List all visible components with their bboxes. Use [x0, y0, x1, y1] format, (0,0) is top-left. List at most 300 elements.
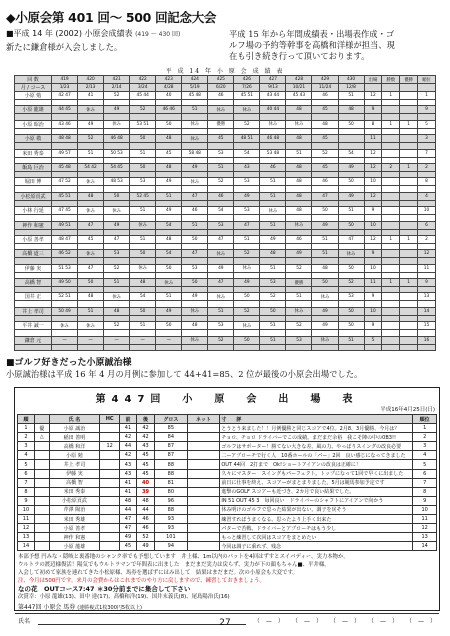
score-cell: [400, 264, 418, 272]
result-cell: 7: [413, 478, 437, 487]
score-cell: 11: [418, 264, 436, 272]
score-cell: 51: [208, 307, 234, 315]
score-cell: 423: [156, 76, 182, 84]
result-cell: [100, 524, 120, 533]
result-cell: [100, 542, 120, 551]
result-cell: 11: [413, 515, 437, 524]
result-cell: [34, 496, 49, 505]
score-cell: 1: [382, 120, 400, 128]
score-cell: 51: [130, 235, 156, 243]
score-cell: 54: [338, 149, 364, 157]
score-cell: 421: [104, 76, 130, 84]
score-cell: 1: [382, 279, 400, 287]
bet-title: 第447回 小原会 馬券: [18, 604, 76, 612]
score-cell: 49: [104, 221, 130, 229]
note-line: 入会して初めて家族を連れてきた小松原様、馬券を選ばずにはみ出して 結果はまだまだ。次の小原会も大変です。: [18, 570, 298, 577]
score-cell: 48: [78, 293, 104, 301]
score-cell: 53: [338, 293, 364, 301]
result-banner: 第447回 小 原 会 出 場 表: [95, 394, 359, 405]
score-cell: 53: [182, 264, 208, 272]
score-cell: 休み: [234, 106, 260, 114]
comment-cell: 練習すればうまくなる。思ったより上手く出来た: [220, 515, 413, 524]
score-cell: 45: [208, 135, 234, 143]
score-cell: 47: [338, 235, 364, 243]
score-cell: 53 51: [130, 120, 156, 128]
score-cell: 45: [312, 106, 338, 114]
result-cell: 順: [18, 415, 35, 424]
score-cell: 49: [286, 250, 312, 258]
result-row: [18, 487, 437, 496]
result-cell: [100, 460, 120, 469]
score-cell: 48: [182, 322, 208, 330]
score-cell: 46: [182, 207, 208, 215]
side-note-line: 平成 15 年から年間成績表・出場表作成・ゴ: [229, 29, 395, 39]
score-cell: 46 46: [156, 106, 182, 114]
score-cell: 40: [156, 92, 182, 100]
intro-text: 新たに鎌倉様が入会しました。: [6, 42, 123, 52]
result-cell: 前: [119, 415, 136, 424]
result-cell: 42: [119, 433, 136, 442]
score-cell: 51: [78, 307, 104, 315]
result-cell: [34, 487, 49, 496]
score-cell: [338, 135, 364, 143]
score-cell: 52: [78, 135, 104, 143]
comment-cell: 休み明けのゴルフで思った結果が出ない。調子を戻そう: [220, 505, 413, 514]
score-cell: 51: [260, 322, 286, 330]
score-cell: 51 53: [52, 264, 78, 272]
score-cell: 54 45: [104, 163, 130, 171]
result-cell: 米田 秀雄: [49, 515, 100, 524]
score-cell: 休み: [286, 221, 312, 229]
result-cell: [34, 542, 49, 551]
score-cell: 47 45: [52, 207, 78, 215]
score-cell: 48: [130, 279, 156, 287]
score-cell: 10: [364, 178, 382, 186]
score-row: [15, 120, 436, 128]
score-cell: 12: [364, 149, 382, 157]
score-cell: 49: [312, 322, 338, 330]
result-cell: 10: [18, 505, 35, 514]
result-cell: 高橋 智: [49, 478, 100, 487]
result-cell: 47: [119, 515, 136, 524]
score-cell: 休み: [208, 293, 234, 301]
score-cell: 47: [234, 221, 260, 229]
score-cell: 48: [104, 307, 130, 315]
result-cell: [187, 487, 220, 496]
comment-cell: 進撃のGOLF スコアーも近づき、2カ月で良い結果でした。: [220, 487, 413, 496]
page-title: ◆小原会第 401 回～ 500 回記念大会: [6, 10, 217, 25]
result-cell: [100, 533, 120, 542]
score-cell: [400, 322, 418, 330]
result-cell: 小松原貢武: [49, 496, 100, 505]
score-cell: 49: [312, 307, 338, 315]
result-row: [18, 433, 437, 442]
score-cell: 休み: [104, 293, 130, 301]
score-cell: 49: [156, 307, 182, 315]
score-cell: 51: [208, 163, 234, 171]
score-cell: 41: [78, 92, 104, 100]
score-cell: 45: [78, 235, 104, 243]
result-cell: [187, 478, 220, 487]
bet-slot[interactable]: （ — ）: [291, 618, 322, 626]
score-subcell: [15, 344, 52, 350]
score-cell: 53: [286, 336, 312, 344]
score-cell: 1: [400, 235, 418, 243]
score-cell: 430: [338, 76, 364, 84]
result-cell: [187, 442, 220, 451]
result-cell: 49: [119, 533, 136, 542]
result-cell: [34, 442, 49, 451]
comment-cell: パターで苦戦、ドライバーとアプローチはもう少し: [220, 524, 413, 533]
result-cell: 小原 誠治: [49, 424, 100, 433]
score-cell: 50: [338, 264, 364, 272]
score-cell: [400, 92, 418, 100]
score-cell: 50 53: [104, 149, 130, 157]
result-cell: [34, 415, 49, 424]
score-cell: 54: [156, 250, 182, 258]
result-cell: 高橋 和洋: [49, 442, 100, 451]
score-row: [15, 307, 436, 315]
player-cell: 小原 勉: [15, 92, 52, 100]
score-cell: 47: [182, 250, 208, 258]
result-cell: 44: [119, 505, 136, 514]
score-cell: 53: [208, 149, 234, 157]
result-cell: [100, 478, 120, 487]
score-cell: 46: [208, 192, 234, 200]
score-cell: 勝数: [382, 76, 400, 84]
score-cell: 1: [418, 92, 436, 100]
score-cell: 50: [338, 178, 364, 186]
bet-slot[interactable]: （ — ）: [253, 618, 284, 626]
score-cell: [418, 84, 436, 92]
score-cell: 53: [208, 221, 234, 229]
score-subcell: [286, 344, 312, 350]
result-cell: 13: [413, 533, 437, 542]
result-cell: 96: [155, 496, 188, 505]
score-cell: [400, 192, 418, 200]
score-cell: 51: [312, 250, 338, 258]
result-row: [18, 469, 437, 478]
score-cell: 424: [182, 76, 208, 84]
score-cell: 43: [234, 163, 260, 171]
score-cell: [382, 192, 400, 200]
score-cell: [382, 336, 400, 344]
result-cell: [187, 451, 220, 460]
score-cell: [400, 106, 418, 114]
score-cell: [382, 135, 400, 143]
result-cell: 41: [119, 424, 136, 433]
score-cell: 優勝: [208, 120, 234, 128]
score-cell: 429: [312, 76, 338, 84]
comment-cell: 前日に仕事を終え、スコアーがまとまりました。5月は競馬参加予定です: [220, 478, 413, 487]
score-cell: 50: [104, 192, 130, 200]
score-cell: 52: [286, 322, 312, 330]
result-cell: 43: [119, 469, 136, 478]
result-cell: [34, 533, 49, 542]
bet-slot[interactable]: （ — ）: [367, 618, 398, 626]
result-cell: 1: [18, 424, 35, 433]
score-cell: [382, 250, 400, 258]
score-subcell: [400, 344, 418, 350]
score-cell: 46: [208, 92, 234, 100]
result-cell: 88: [155, 505, 188, 514]
result-cell: 93: [155, 524, 188, 533]
result-cell: 42: [136, 424, 154, 433]
score-cell: 48: [286, 135, 312, 143]
score-cell: 休み: [182, 307, 208, 315]
result-cell: 12: [100, 442, 120, 451]
result-cell: 39: [136, 487, 154, 496]
player-cell: 小林 行延: [15, 207, 52, 215]
score-cell: 420: [78, 76, 104, 84]
result-cell: 12: [413, 524, 437, 533]
score-cell: 45 48: [52, 163, 78, 171]
score-cell: 52: [312, 149, 338, 157]
score-table-title: 平 成 14 年 小 原 会 成 績 表: [165, 68, 285, 75]
result-row: [18, 533, 437, 542]
result-cell: [187, 460, 220, 469]
score-cell: [382, 149, 400, 157]
result-cell: 44: [119, 442, 136, 451]
score-subcell: [78, 344, 104, 350]
score-cell: 46: [312, 92, 338, 100]
score-cell: [400, 84, 418, 92]
score-cell: 54: [130, 293, 156, 301]
score-cell: 50: [78, 279, 104, 287]
result-cell: 8: [413, 487, 437, 496]
score-subcell: [104, 344, 130, 350]
result-cell: 46: [136, 524, 154, 533]
score-cell: 休み: [234, 264, 260, 272]
prize-line: 次賞幸：小原 龍雄(13)、田中 達(17)、高橋和洋(19)、国井末義氏(8)、尾島陽治氏(16): [18, 594, 230, 601]
score-cell: 51: [338, 92, 364, 100]
score-cell: 9: [364, 207, 382, 215]
player-cell: 国井 正: [15, 293, 52, 301]
score-cell: 2/14: [104, 84, 130, 92]
score-cell: 49: [260, 235, 286, 243]
score-cell: [400, 149, 418, 157]
score-cell: 12: [418, 250, 436, 258]
score-cell: 52: [208, 178, 234, 186]
result-cell: 5: [18, 460, 35, 469]
player-cell: 平井 誠一: [15, 322, 52, 330]
score-cell: 54 42: [78, 163, 104, 171]
score-cell: 48 48: [52, 135, 78, 143]
score-cell: 48: [286, 163, 312, 171]
score-cell: —: [52, 336, 78, 344]
result-cell: 神作 和憲: [49, 533, 100, 542]
player-cell: 神作 和憲: [15, 221, 52, 229]
score-cell: [400, 307, 418, 315]
score-subcell: [364, 344, 382, 350]
score-cell: 51: [260, 178, 286, 186]
score-row: [15, 293, 436, 301]
score-row: [15, 92, 436, 100]
result-cell: 小原 善孝: [49, 524, 100, 533]
score-cell: 9: [364, 293, 382, 301]
result-cell: [100, 469, 120, 478]
score-cell: 52: [286, 264, 312, 272]
score-subcell: [182, 344, 208, 350]
score-cell: 48: [156, 135, 182, 143]
note-line: ウルトラの渡辺様復活！陽気でもウルトラマンで年間表に出ました まだまだ実力は戻らず、実力が下の顔もちゃん■、平井様。: [18, 562, 330, 569]
score-cell: 51: [104, 279, 130, 287]
result-cell: [187, 515, 220, 524]
score-cell: 51: [338, 207, 364, 215]
comment-cell: ゴルフはサポーター！勝てない大きな差、風の力、やっぱりスイングの改良必要: [220, 442, 413, 451]
score-cell: [382, 307, 400, 315]
bet-slot[interactable]: （ — ）: [329, 618, 360, 626]
score-cell: 休み: [312, 293, 338, 301]
score-cell: 7: [418, 149, 436, 157]
score-cell: —: [104, 336, 130, 344]
obituary-text: 小原誠治様は平成 16 年 4 月の月例に参加して 44+41=85、2 位が最後の小原会出場でした。: [6, 369, 363, 379]
score-row: [15, 192, 436, 200]
score-cell: 休み: [130, 264, 156, 272]
score-cell: 51: [156, 293, 182, 301]
player-cell: 高橋 道三: [15, 250, 52, 258]
score-subcell: [338, 344, 364, 350]
score-row: [15, 235, 436, 243]
result-cell: [34, 478, 49, 487]
result-cell: 順位: [413, 415, 437, 424]
result-cell: 81: [155, 478, 188, 487]
score-cell: 51: [78, 149, 104, 157]
score-cell: 42 47: [52, 92, 78, 100]
side-note-line: ルフ場の予約等幹事を高橋和洋様が担当、現: [229, 40, 395, 50]
score-cell: 425: [208, 76, 234, 84]
result-cell: 2: [18, 433, 35, 442]
score-cell: 49: [234, 192, 260, 200]
score-cell: 54: [208, 207, 234, 215]
score-cell: 50: [312, 207, 338, 215]
score-cell: 46: [312, 178, 338, 186]
score-cell: 50: [338, 221, 364, 229]
result-cell: △: [34, 433, 49, 442]
score-cell: 419: [52, 76, 78, 84]
score-cell: [382, 106, 400, 114]
result-cell: [34, 469, 49, 478]
score-row: [15, 336, 436, 344]
score-cell: 10: [364, 221, 382, 229]
score-cell: 49: [234, 279, 260, 287]
result-table: [17, 414, 437, 551]
score-cell: 1: [400, 163, 418, 171]
result-cell: 稲田 善明: [49, 433, 100, 442]
score-cell: [400, 336, 418, 344]
score-cell: 3/24: [130, 84, 156, 92]
result-cell: [34, 451, 49, 460]
result-cell: [34, 460, 49, 469]
result-cell: 1: [413, 424, 437, 433]
score-subcell: [418, 344, 436, 350]
score-cell: 48: [286, 192, 312, 200]
result-cell: 48: [136, 496, 154, 505]
score-cell: 428: [286, 76, 312, 84]
result-cell: 米田 秀泰: [49, 487, 100, 496]
score-cell: 50: [234, 293, 260, 301]
result-cell: 87: [155, 442, 188, 451]
result-cell: 93: [155, 515, 188, 524]
bet-slot[interactable]: （ — ）: [405, 618, 436, 626]
score-cell: 51: [260, 336, 286, 344]
score-cell: 51: [312, 235, 338, 243]
result-cell: 87: [155, 451, 188, 460]
result-cell: 41: [119, 478, 136, 487]
result-cell: 4: [413, 451, 437, 460]
score-cell: 8: [418, 178, 436, 186]
score-cell: [382, 322, 400, 330]
score-cell: 50: [338, 120, 364, 128]
player-cell: 回 数: [15, 76, 52, 84]
score-cell: [400, 135, 418, 143]
score-cell: 優勝: [400, 76, 418, 84]
result-cell: 84: [155, 433, 188, 442]
result-cell: 45: [136, 469, 154, 478]
score-cell: 出場: [364, 76, 382, 84]
score-cell: 優勝: [286, 279, 312, 287]
score-cell: 50 49: [52, 307, 78, 315]
result-cell: 80: [155, 487, 188, 496]
score-cell: 52: [104, 264, 130, 272]
result-row: [18, 451, 437, 460]
result-cell: [187, 533, 220, 542]
result-cell: [34, 515, 49, 524]
result-cell: 14: [413, 542, 437, 551]
score-cell: 4: [418, 192, 436, 200]
result-cell: 5: [413, 460, 437, 469]
result-row: [18, 524, 437, 533]
result-cell: [100, 424, 120, 433]
score-table-block: [14, 66, 436, 351]
score-cell: [382, 178, 400, 186]
score-cell: 休み: [312, 336, 338, 344]
score-cell: 休み: [208, 250, 234, 258]
score-cell: 50: [156, 322, 182, 330]
score-cell: 休み: [208, 106, 234, 114]
score-cell: 5/19: [182, 84, 208, 92]
score-cell: 49: [208, 264, 234, 272]
score-subcell: [52, 344, 78, 350]
score-cell: 休み: [182, 178, 208, 186]
score-cell: 9: [418, 106, 436, 114]
result-cell: [187, 542, 220, 551]
side-note-line: 在も引き続き行って頂いております。: [229, 51, 370, 61]
score-cell: 47: [78, 264, 104, 272]
result-cell: 9: [18, 496, 35, 505]
score-cell: 43 44: [260, 92, 286, 100]
score-cell: 49: [182, 163, 208, 171]
score-cell: 2: [418, 235, 436, 243]
score-cell: —: [156, 336, 182, 344]
result-cell: グロス: [155, 415, 188, 424]
score-cell: 46: [260, 163, 286, 171]
score-row: [15, 163, 436, 171]
result-cell: 井上 孝司: [49, 460, 100, 469]
score-cell: 50: [338, 322, 364, 330]
bet-note: (連勝複式1枚300円5枚以上): [77, 605, 143, 612]
result-cell: [34, 505, 49, 514]
score-cell: 47: [208, 279, 234, 287]
result-cell: 47: [119, 524, 136, 533]
score-subcell: [234, 344, 260, 350]
score-cell: 休み: [130, 221, 156, 229]
score-cell: 45 51: [52, 192, 78, 200]
score-cell: 1: [382, 92, 400, 100]
result-row: [18, 424, 437, 433]
score-cell: 53: [208, 322, 234, 330]
score-cell: 48: [312, 120, 338, 128]
